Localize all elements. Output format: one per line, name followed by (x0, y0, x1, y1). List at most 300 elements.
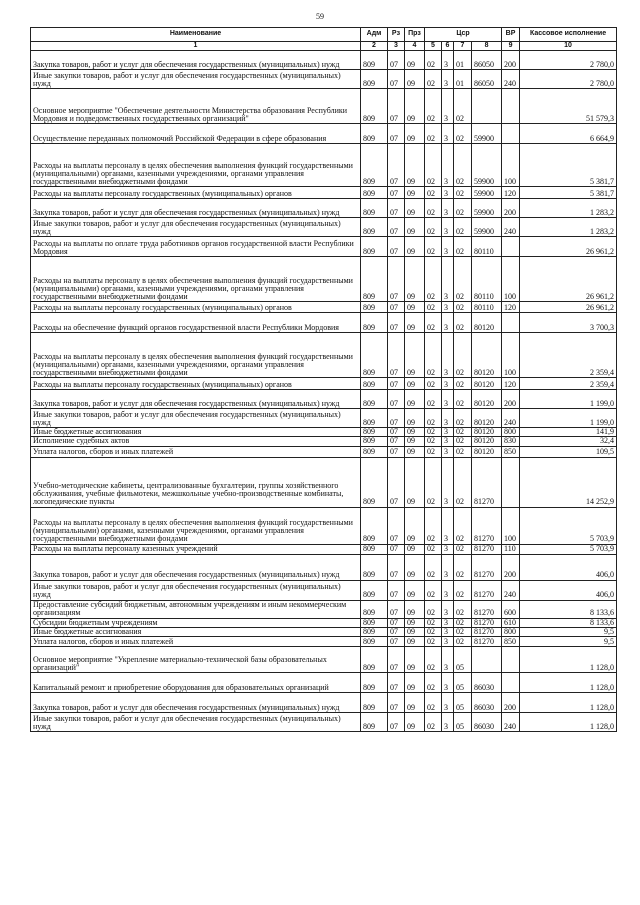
row-rz: 07 (388, 378, 405, 390)
row-adm: 809 (361, 237, 388, 257)
row-csr-subprogram: 3 (442, 647, 454, 673)
row-rz: 07 (388, 51, 405, 70)
row-csr-subprogram: 3 (442, 378, 454, 390)
row-rz: 07 (388, 457, 405, 507)
row-rz: 07 (388, 618, 405, 627)
table-row (31, 257, 617, 302)
row-csr-program: 02 (425, 378, 442, 390)
row-csr-subprogram: 3 (442, 89, 454, 124)
row-csr-subprogram: 3 (442, 554, 454, 580)
row-csr-direction: 59900 (472, 199, 502, 218)
row-amount: 1 128,0 (520, 673, 617, 693)
table-row (31, 237, 617, 257)
row-csr-event: 02 (454, 218, 472, 237)
row-vr (502, 89, 520, 124)
row-adm: 809 (361, 409, 388, 428)
row-csr-program: 02 (425, 647, 442, 673)
row-adm: 809 (361, 580, 388, 600)
table-row (31, 70, 617, 89)
row-vr (502, 124, 520, 144)
row-csr-event: 02 (454, 437, 472, 446)
row-csr-program: 02 (425, 693, 442, 713)
row-csr-subprogram: 3 (442, 218, 454, 237)
row-csr-subprogram: 3 (442, 124, 454, 144)
row-csr-event: 05 (454, 647, 472, 673)
row-csr-event: 02 (454, 600, 472, 618)
row-csr-program: 02 (425, 600, 442, 618)
row-csr-event: 02 (454, 237, 472, 257)
table-row (31, 302, 617, 313)
row-csr-program: 02 (425, 580, 442, 600)
row-vr (502, 237, 520, 257)
row-prz: 09 (405, 457, 425, 507)
table-row (31, 144, 617, 187)
row-csr-program: 02 (425, 187, 442, 199)
row-rz: 07 (388, 693, 405, 713)
row-amount: 109,5 (520, 446, 617, 457)
row-amount: 26 961,2 (520, 257, 617, 302)
row-prz: 09 (405, 673, 425, 693)
row-prz: 09 (405, 446, 425, 457)
row-csr-event: 02 (454, 580, 472, 600)
row-rz: 07 (388, 390, 405, 409)
row-csr-event: 02 (454, 428, 472, 437)
row-amount: 1 128,0 (520, 713, 617, 732)
row-prz: 09 (405, 618, 425, 627)
row-name: Закупка товаров, работ и услуг для обеспечения государственных (муниципальных) нужд (31, 390, 361, 409)
row-prz: 09 (405, 693, 425, 713)
row-name: Расходы на выплаты персоналу государственных (муниципальных) органов (31, 378, 361, 390)
row-name: Иные закупки товаров, работ и услуг для обеспечения государственных (муниципальных) нужд (31, 218, 361, 237)
row-csr-event: 02 (454, 302, 472, 313)
row-vr: 100 (502, 507, 520, 544)
row-csr-subprogram: 3 (442, 507, 454, 544)
row-csr-event: 05 (454, 713, 472, 732)
row-csr-direction (472, 89, 502, 124)
row-vr: 100 (502, 333, 520, 378)
row-prz: 09 (405, 409, 425, 428)
row-csr-direction: 80120 (472, 409, 502, 428)
row-csr-program: 02 (425, 409, 442, 428)
table-row (31, 446, 617, 457)
row-vr: 100 (502, 257, 520, 302)
row-csr-subprogram: 3 (442, 70, 454, 89)
column-number: 1 (31, 42, 361, 51)
row-name: Расходы на выплаты персоналу государственных (муниципальных) органов (31, 302, 361, 313)
row-csr-program: 02 (425, 199, 442, 218)
row-vr (502, 457, 520, 507)
row-vr: 200 (502, 199, 520, 218)
row-csr-subprogram: 3 (442, 199, 454, 218)
row-csr-subprogram: 3 (442, 457, 454, 507)
row-vr: 600 (502, 600, 520, 618)
row-adm: 809 (361, 390, 388, 409)
table-row (31, 580, 617, 600)
row-rz: 07 (388, 199, 405, 218)
row-amount: 2 780,0 (520, 51, 617, 70)
row-rz: 07 (388, 627, 405, 636)
header-prz: Прз (405, 28, 425, 42)
row-amount: 406,0 (520, 554, 617, 580)
row-amount: 2 780,0 (520, 70, 617, 89)
row-csr-direction: 59900 (472, 218, 502, 237)
row-amount: 2 359,4 (520, 378, 617, 390)
header-adm: Адм (361, 28, 388, 42)
row-csr-direction: 80110 (472, 257, 502, 302)
row-amount: 9,5 (520, 627, 617, 636)
row-prz: 09 (405, 713, 425, 732)
row-csr-direction: 86030 (472, 713, 502, 732)
row-csr-direction: 80110 (472, 237, 502, 257)
row-vr: 240 (502, 218, 520, 237)
row-adm: 809 (361, 199, 388, 218)
row-csr-direction: 86050 (472, 51, 502, 70)
row-amount: 406,0 (520, 580, 617, 600)
row-amount: 14 252,9 (520, 457, 617, 507)
row-adm: 809 (361, 637, 388, 647)
table-row (31, 457, 617, 507)
row-csr-subprogram: 3 (442, 600, 454, 618)
row-csr-event: 02 (454, 618, 472, 627)
row-rz: 07 (388, 302, 405, 313)
row-name: Расходы на выплаты персоналу казенных учреждений (31, 544, 361, 554)
row-adm: 809 (361, 89, 388, 124)
row-prz: 09 (405, 507, 425, 544)
row-rz: 07 (388, 187, 405, 199)
row-amount: 26 961,2 (520, 302, 617, 313)
row-rz: 07 (388, 409, 405, 428)
row-name: Иные закупки товаров, работ и услуг для обеспечения государственных (муниципальных) нужд (31, 580, 361, 600)
row-csr-program: 02 (425, 302, 442, 313)
row-amount: 1 283,2 (520, 218, 617, 237)
row-csr-direction: 81270 (472, 618, 502, 627)
row-prz: 09 (405, 144, 425, 187)
row-rz: 07 (388, 673, 405, 693)
row-prz: 09 (405, 627, 425, 636)
row-prz: 09 (405, 218, 425, 237)
row-csr-program: 02 (425, 713, 442, 732)
row-csr-direction: 86030 (472, 673, 502, 693)
row-csr-subprogram: 3 (442, 409, 454, 428)
row-csr-direction: 81270 (472, 554, 502, 580)
row-vr: 610 (502, 618, 520, 627)
row-csr-program: 02 (425, 637, 442, 647)
row-rz: 07 (388, 257, 405, 302)
row-name: Исполнение судебных актов (31, 437, 361, 446)
column-number: 2 (361, 42, 388, 51)
row-vr: 200 (502, 390, 520, 409)
column-number: 7 (454, 42, 472, 51)
row-vr: 240 (502, 70, 520, 89)
row-csr-direction (472, 647, 502, 673)
row-name: Расходы на выплаты персоналу в целях обеспечения выполнения функций государственными (муниципальными) органами, казенными учреждениями, органами управления государственными внебюджетными фондами (31, 333, 361, 378)
row-csr-subprogram: 3 (442, 446, 454, 457)
row-prz: 09 (405, 600, 425, 618)
row-adm: 809 (361, 302, 388, 313)
row-adm: 809 (361, 187, 388, 199)
row-rz: 07 (388, 713, 405, 732)
table-row (31, 554, 617, 580)
row-csr-event: 02 (454, 390, 472, 409)
row-name: Основное мероприятие "Укрепление материально-технической базы образовательных организаций" (31, 647, 361, 673)
row-adm: 809 (361, 618, 388, 627)
row-csr-program: 02 (425, 218, 442, 237)
row-name: Расходы на выплаты персоналу в целях обеспечения выполнения функций государственными (муниципальными) органами, казенными учреждениями, органами управления государственными внебюджетными фондами (31, 257, 361, 302)
row-csr-subprogram: 3 (442, 313, 454, 333)
row-amount: 5 381,7 (520, 187, 617, 199)
row-csr-direction: 80120 (472, 446, 502, 457)
column-number: 9 (502, 42, 520, 51)
row-rz: 07 (388, 446, 405, 457)
row-adm: 809 (361, 428, 388, 437)
row-csr-subprogram: 3 (442, 428, 454, 437)
row-csr-subprogram: 3 (442, 302, 454, 313)
row-csr-event: 02 (454, 144, 472, 187)
page-number: 59 (316, 12, 324, 21)
row-prz: 09 (405, 124, 425, 144)
row-adm: 809 (361, 544, 388, 554)
row-name: Иные закупки товаров, работ и услуг для обеспечения государственных (муниципальных) нужд (31, 713, 361, 732)
table-header (31, 28, 617, 51)
row-adm: 809 (361, 437, 388, 446)
table-row (31, 51, 617, 70)
row-csr-event: 02 (454, 627, 472, 636)
row-csr-event: 02 (454, 507, 472, 544)
row-rz: 07 (388, 554, 405, 580)
row-vr (502, 647, 520, 673)
row-csr-event: 02 (454, 457, 472, 507)
row-rz: 07 (388, 600, 405, 618)
row-csr-direction: 81270 (472, 637, 502, 647)
row-csr-subprogram: 3 (442, 390, 454, 409)
row-adm: 809 (361, 70, 388, 89)
row-csr-direction: 81270 (472, 627, 502, 636)
table-row (31, 637, 617, 647)
row-csr-direction: 86050 (472, 70, 502, 89)
row-prz: 09 (405, 70, 425, 89)
row-csr-program: 02 (425, 237, 442, 257)
row-csr-event: 02 (454, 409, 472, 428)
row-rz: 07 (388, 637, 405, 647)
row-csr-event: 02 (454, 544, 472, 554)
row-amount: 1 199,0 (520, 409, 617, 428)
row-vr: 200 (502, 51, 520, 70)
row-csr-event: 05 (454, 693, 472, 713)
row-adm: 809 (361, 124, 388, 144)
header-cash: Кассовое исполнение (520, 28, 617, 42)
row-name: Уплата налогов, сборов и иных платежей (31, 446, 361, 457)
row-vr: 800 (502, 428, 520, 437)
table-row (31, 187, 617, 199)
table-row (31, 673, 617, 693)
row-csr-event: 02 (454, 637, 472, 647)
row-vr: 240 (502, 409, 520, 428)
row-vr: 850 (502, 637, 520, 647)
row-csr-program: 02 (425, 507, 442, 544)
row-csr-program: 02 (425, 627, 442, 636)
row-vr: 850 (502, 446, 520, 457)
row-csr-direction: 81270 (472, 507, 502, 544)
row-csr-subprogram: 3 (442, 144, 454, 187)
row-rz: 07 (388, 218, 405, 237)
row-adm: 809 (361, 313, 388, 333)
row-rz: 07 (388, 70, 405, 89)
row-csr-program: 02 (425, 257, 442, 302)
row-csr-subprogram: 3 (442, 637, 454, 647)
row-amount: 5 381,7 (520, 144, 617, 187)
header-vr: ВР (502, 28, 520, 42)
column-number: 6 (442, 42, 454, 51)
row-csr-subprogram: 3 (442, 437, 454, 446)
row-rz: 07 (388, 428, 405, 437)
row-csr-direction: 80110 (472, 302, 502, 313)
column-number: 10 (520, 42, 617, 51)
row-name: Закупка товаров, работ и услуг для обеспечения государственных (муниципальных) нужд (31, 51, 361, 70)
row-adm: 809 (361, 507, 388, 544)
row-csr-direction: 80120 (472, 428, 502, 437)
table-row (31, 313, 617, 333)
row-csr-subprogram: 3 (442, 237, 454, 257)
row-rz: 07 (388, 507, 405, 544)
column-number-row (31, 42, 617, 51)
row-amount: 1 128,0 (520, 693, 617, 713)
row-csr-program: 02 (425, 313, 442, 333)
row-rz: 07 (388, 647, 405, 673)
row-name: Расходы на выплаты по оплате труда работников органов государственной власти Республики Мордовия (31, 237, 361, 257)
row-name: Иные закупки товаров, работ и услуг для обеспечения государственных (муниципальных) нужд (31, 70, 361, 89)
row-csr-subprogram: 3 (442, 627, 454, 636)
row-amount: 9,5 (520, 637, 617, 647)
header-rz: Рз (388, 28, 405, 42)
row-name: Расходы на выплаты персоналу в целях обеспечения выполнения функций государственными (муниципальными) органами, казенными учреждениями, органами управления государственными внебюджетными фондами (31, 144, 361, 187)
row-prz: 09 (405, 580, 425, 600)
row-name: Основное мероприятие "Обеспечение деятельности Министерства образования Республики Мордовия и подведомственных государственных организаций" (31, 89, 361, 124)
row-csr-subprogram: 3 (442, 580, 454, 600)
row-rz: 07 (388, 89, 405, 124)
row-csr-program: 02 (425, 457, 442, 507)
row-prz: 09 (405, 89, 425, 124)
row-amount: 1 283,2 (520, 199, 617, 218)
row-prz: 09 (405, 187, 425, 199)
row-csr-event: 02 (454, 199, 472, 218)
row-csr-direction: 80120 (472, 390, 502, 409)
row-vr: 120 (502, 378, 520, 390)
table-row (31, 409, 617, 428)
row-csr-direction: 81270 (472, 600, 502, 618)
row-adm: 809 (361, 693, 388, 713)
row-csr-event: 02 (454, 554, 472, 580)
row-prz: 09 (405, 428, 425, 437)
row-csr-event: 02 (454, 187, 472, 199)
row-csr-subprogram: 3 (442, 673, 454, 693)
table-row (31, 218, 617, 237)
row-amount: 3 700,3 (520, 313, 617, 333)
table-body (31, 51, 617, 732)
row-adm: 809 (361, 713, 388, 732)
row-vr: 100 (502, 144, 520, 187)
row-csr-direction: 81270 (472, 457, 502, 507)
row-rz: 07 (388, 437, 405, 446)
row-csr-event: 02 (454, 313, 472, 333)
row-name: Предоставление субсидий бюджетным, автономным учреждениям и иным некоммерческим организациям (31, 600, 361, 618)
row-prz: 09 (405, 544, 425, 554)
row-prz: 09 (405, 313, 425, 333)
row-csr-subprogram: 3 (442, 51, 454, 70)
row-prz: 09 (405, 199, 425, 218)
table-row (31, 693, 617, 713)
table-row (31, 627, 617, 636)
table-row (31, 647, 617, 673)
row-csr-event: 02 (454, 378, 472, 390)
row-csr-direction: 81270 (472, 544, 502, 554)
row-prz: 09 (405, 51, 425, 70)
row-prz: 09 (405, 333, 425, 378)
row-adm: 809 (361, 333, 388, 378)
row-csr-program: 02 (425, 51, 442, 70)
row-csr-direction: 86030 (472, 693, 502, 713)
table-row (31, 713, 617, 732)
row-vr: 110 (502, 544, 520, 554)
row-amount: 32,4 (520, 437, 617, 446)
table-row (31, 437, 617, 446)
row-rz: 07 (388, 237, 405, 257)
row-csr-subprogram: 3 (442, 713, 454, 732)
row-amount: 51 579,3 (520, 89, 617, 124)
row-name: Иные бюджетные ассигнования (31, 627, 361, 636)
row-csr-program: 02 (425, 618, 442, 627)
row-csr-direction: 81270 (472, 580, 502, 600)
row-name: Расходы на выплаты персоналу в целях обеспечения выполнения функций государственными (муниципальными) органами, казенными учреждениями, органами управления государственными внебюджетными фондами (31, 507, 361, 544)
row-prz: 09 (405, 637, 425, 647)
row-name: Иные закупки товаров, работ и услуг для обеспечения государственных (муниципальных) нужд (31, 409, 361, 428)
row-adm: 809 (361, 627, 388, 636)
table-row (31, 378, 617, 390)
row-adm: 809 (361, 218, 388, 237)
table-row (31, 507, 617, 544)
row-amount: 5 703,9 (520, 507, 617, 544)
row-vr (502, 313, 520, 333)
row-name: Закупка товаров, работ и услуг для обеспечения государственных (муниципальных) нужд (31, 693, 361, 713)
row-csr-program: 02 (425, 554, 442, 580)
row-amount: 1 128,0 (520, 647, 617, 673)
row-csr-direction: 80120 (472, 437, 502, 446)
row-adm: 809 (361, 446, 388, 457)
row-rz: 07 (388, 333, 405, 378)
row-vr: 240 (502, 713, 520, 732)
row-csr-subprogram: 3 (442, 544, 454, 554)
row-csr-program: 02 (425, 673, 442, 693)
row-prz: 09 (405, 554, 425, 580)
row-rz: 07 (388, 580, 405, 600)
row-amount: 6 664,9 (520, 124, 617, 144)
row-name: Расходы на обеспечение функций органов государственной власти Республики Мордовия (31, 313, 361, 333)
column-number: 8 (472, 42, 502, 51)
row-adm: 809 (361, 51, 388, 70)
row-csr-program: 02 (425, 428, 442, 437)
row-adm: 809 (361, 554, 388, 580)
row-csr-subprogram: 3 (442, 257, 454, 302)
row-amount: 5 703,9 (520, 544, 617, 554)
row-rz: 07 (388, 144, 405, 187)
row-csr-program: 02 (425, 390, 442, 409)
row-vr: 120 (502, 187, 520, 199)
row-name: Капитальный ремонт и приобретение оборудования для образовательных организаций (31, 673, 361, 693)
row-adm: 809 (361, 673, 388, 693)
row-vr: 200 (502, 554, 520, 580)
row-vr: 800 (502, 627, 520, 636)
row-name: Субсидии бюджетным учреждениям (31, 618, 361, 627)
row-vr: 240 (502, 580, 520, 600)
